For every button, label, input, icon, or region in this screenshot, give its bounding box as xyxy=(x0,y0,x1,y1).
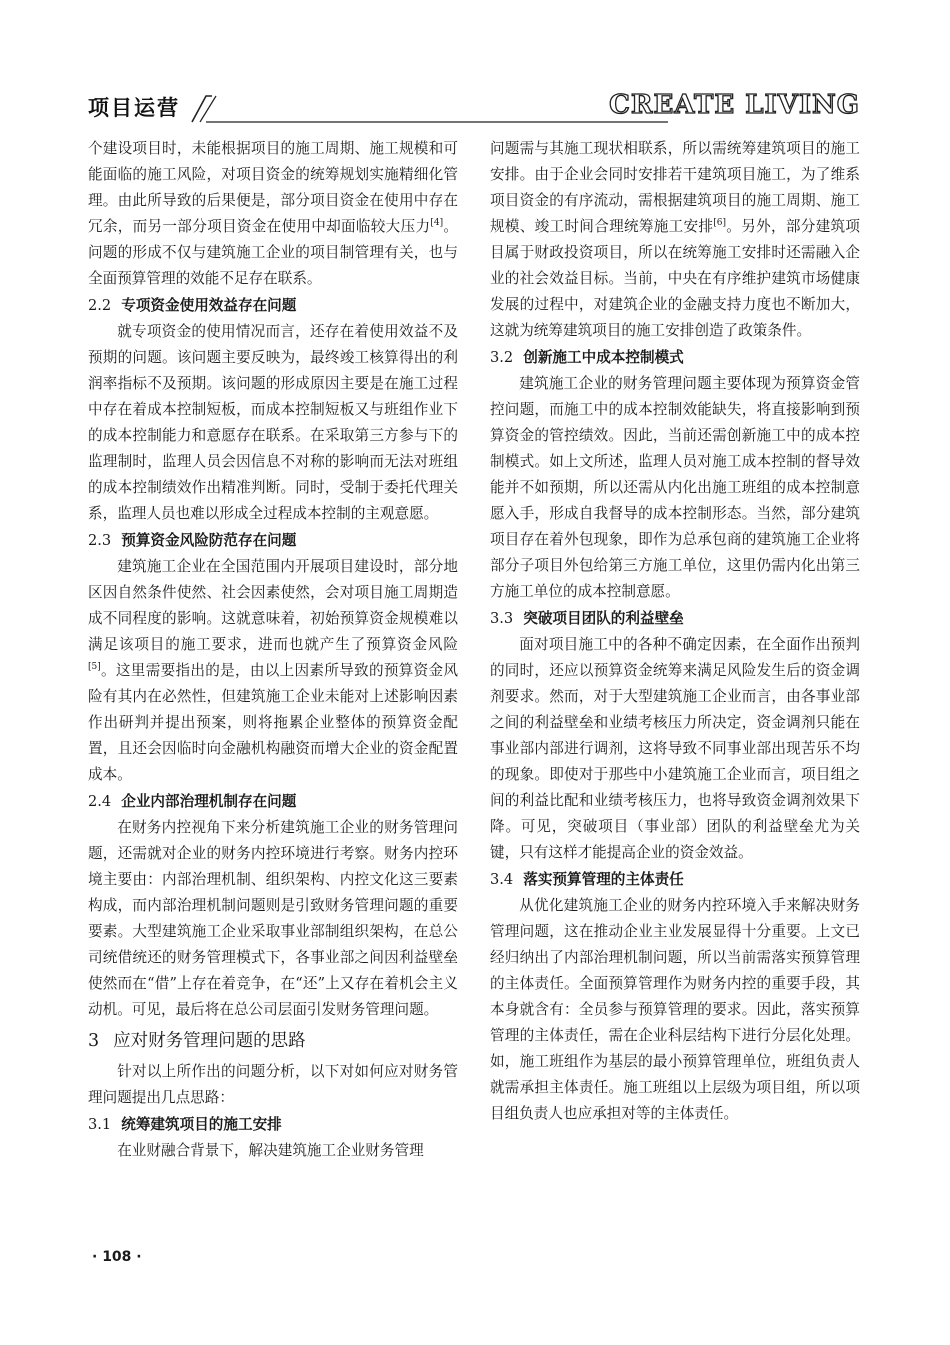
section-heading-2-3: 2.3 预算资金风险防范存在问题 xyxy=(88,532,297,549)
section-heading-3-3: 3.3 突破项目团队的利益壁垒 xyxy=(490,610,684,627)
citation-ref[interactable]: [6] xyxy=(713,218,727,228)
paragraph: 个建设项目时，未能根据项目的施工周期、施工规模和可能面临的施工风险，对项目资金的统筹规划实施精细化管理。由此所导致的后果便是，部分项目资金在使用中存在冗余，而另一部分项目资金在使用中却面临较大压力[4]。问题的形成不仅与建筑施工企业的项目制管理有关，也与全面预算管理的效能不足存在联系。 xyxy=(88,140,458,287)
paragraph: 建筑施工企业在全国范围内开展项目建设时，部分地区因自然条件使然、社会因素使然，会对项目施工周期造成不同程度的影响。这就意味着，初始预算资金规模难以满足该项目的施工要求，进而也就产生了预算资金风险[5]。这里需要指出的是，由以上因素所导致的预算资金风险有其内在必然性，但建筑施工企业未能对上述影响因素作出研判并提出预案，则将拖累企业整体的预算资金配置，且还会因临时向金融机构融资而增大企业的资金配置成本。 xyxy=(88,558,458,783)
paragraph: 就专项资金的使用情况而言，还存在着使用效益不及预期的问题。该问题主要反映为，最终竣工核算得出的利润率指标不及预期。该问题的形成原因主要是在施工过程中存在着成本控制短板，而成本控制短板又与班组作业下的成本控制能力和意愿存在联系。在采取第三方参与下的监理制时，监理人员会因信息不对称的影响而无法对班组的成本控制绩效作出精准判断。同时，受制于委托代理关系，监理人员也难以形成全过程成本控制的主观意愿。 xyxy=(88,323,458,522)
paragraph: 针对以上所作出的问题分析，以下对如何应对财务管理问题提出几点思路： xyxy=(88,1063,458,1106)
citation-ref[interactable]: [5] xyxy=(88,662,101,672)
section-heading-3-1: 3.1 统筹建筑项目的施工安排 xyxy=(88,1116,282,1133)
paragraph: 从优化建筑施工企业的财务内控环境入手来解决财务管理问题，这在推动企业主业发展显得十分重要。上文已经归纳出了内部治理机制问题，所以当前需落实预算管理的主体责任。全面预算管理作为财务内控的重要手段，其本身就含有：全员参与预算管理的要求。因此，落实预算管理的主体责任，需在企业科层结构下进行分层化处理。如，施工班组作为基层的最小预算管理单位，班组负责人就需承担主体责任。施工班组以上层级为项目组，所以项目组负责人也应承担对等的主体责任。 xyxy=(490,897,860,1122)
paragraph: 在业财融合背景下，解决建筑施工企业财务管理 xyxy=(117,1142,424,1159)
paragraph: 面对项目施工中的各种不确定因素，在全面作出预判的同时，还应以预算资金统筹来满足风险发生后的资金调剂要求。然而，对于大型建筑施工企业而言，由各事业部之间的利益壁垒和业绩考核压力所决定，资金调剂只能在事业部内部进行调剂，这将导致不同事业部出现苦乐不均的现象。即使对于那些中小建筑施工企业而言，项目组之间的利益比配和业绩考核压力，也将导致资金调剂效果下降。可见，突破项目（事业部）团队的利益壁垒尤为关键，只有这样才能提高企业的资金效益。 xyxy=(490,636,860,861)
citation-ref[interactable]: [4] xyxy=(430,218,444,228)
section-heading-2-4: 2.4 企业内部治理机制存在问题 xyxy=(88,793,297,810)
left-column xyxy=(88,136,458,1164)
running-header xyxy=(88,88,860,128)
section-label: 项目运营 xyxy=(88,96,180,120)
right-column xyxy=(490,136,860,1127)
section-heading-3-4: 3.4 落实预算管理的主体责任 xyxy=(490,871,684,888)
section-heading-3: 3 应对财务管理问题的思路 xyxy=(88,1031,306,1051)
paragraph: 问题需与其施工现状相联系，所以需统筹建筑项目的施工安排。由于企业会同时安排若干建筑项目施工，为了维系项目资金的有序流动，需根据建筑项目的施工周期、施工规模、竣工时间合理统筹施工安排[6]。另外，部分建筑项目属于财政投资项目，所以在统筹施工安排时还需融入企业的社会效益目标。当前，中央在有序维护建筑市场健康发展的过程中，对建筑企业的金融支持力度也不断加大，这就为统筹建筑项目的施工安排创造了政策条件。 xyxy=(490,140,860,339)
section-heading-3-2: 3.2 创新施工中成本控制模式 xyxy=(490,349,684,366)
paragraph: 在财务内控视角下来分析建筑施工企业的财务管理问题，还需就对企业的财务内控环境进行考察。财务内控环境主要由：内部治理机制、组织架构、内控文化这三要素构成，而内部治理机制问题则是引致财务管理问题的重要要素。大型建筑施工企业采取事业部制组织架构，在总公司统借统还的财务管理模式下，各事业部之间因利益壁垒使然而在“借”上存在着竞争，在“还”上又存在着机会主义动机。可见，最后将在总公司层面引发财务管理问题。 xyxy=(88,819,458,1018)
page-number: · 108 · xyxy=(92,1249,142,1265)
magazine-brand: CREATE LIVING xyxy=(609,90,860,120)
section-heading-2-2: 2.2 专项资金使用效益存在问题 xyxy=(88,297,297,314)
paragraph: 建筑施工企业的财务管理问题主要体现为预算资金管控问题，而施工中的成本控制效能缺失，将直接影响到预算资金的管控绩效。因此，当前还需创新施工中的成本控制模式。如上文所述，监理人员对施工成本控制的督导效能并不如预期，所以还需从内化出施工班组的成本控制意愿入手，形成自我督导的成本控制形态。当然，部分建筑项目存在着外包现象，即作为总承包商的建筑施工企业将部分子项目外包给第三方施工单位，这里仍需内化出第三方施工单位的成本控制意愿。 xyxy=(490,375,860,600)
